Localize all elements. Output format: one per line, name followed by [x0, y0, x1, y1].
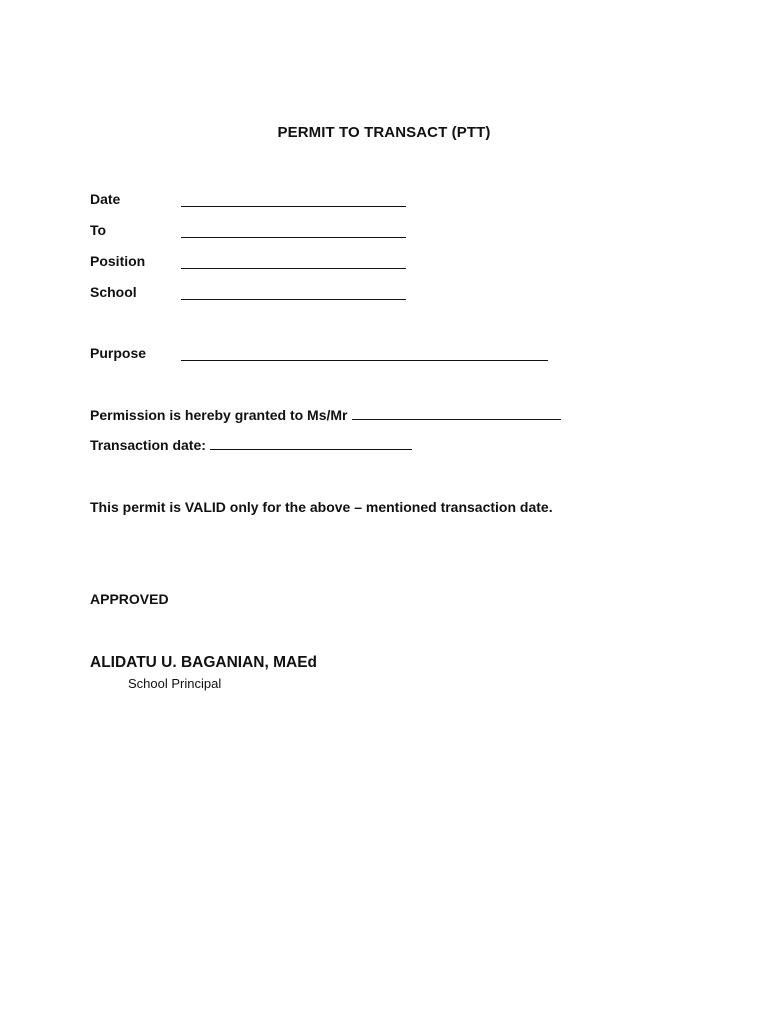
date-blank-line[interactable] — [181, 206, 406, 207]
validity-statement: This permit is VALID only for the above – mentioned transaction date. — [90, 499, 553, 515]
position-label: Position — [90, 253, 146, 269]
to-label: To — [90, 222, 107, 238]
to-blank-line[interactable] — [181, 237, 406, 238]
school-label: School — [90, 284, 137, 300]
school-blank-line[interactable] — [181, 299, 406, 300]
signatory-name: ALIDATU U. BAGANIAN, MAEd — [90, 654, 318, 671]
permission-row — [90, 407, 561, 427]
grantee-blank-line[interactable] — [352, 418, 561, 420]
document-title: PERMIT TO TRANSACT (PTT) — [277, 124, 491, 141]
signatory-title: School Principal — [128, 676, 222, 691]
purpose-blank-line[interactable] — [181, 360, 548, 361]
transaction-date-label: Transaction date: — [90, 437, 206, 453]
transaction-date-row — [90, 437, 412, 457]
permission-text: Permission is hereby granted to Ms/Mr — [90, 407, 348, 423]
purpose-label: Purpose — [90, 345, 147, 361]
position-blank-line[interactable] — [181, 268, 406, 269]
date-label: Date — [90, 191, 121, 207]
approved-label: APPROVED — [90, 591, 169, 607]
transaction-date-blank-line[interactable] — [210, 448, 412, 450]
